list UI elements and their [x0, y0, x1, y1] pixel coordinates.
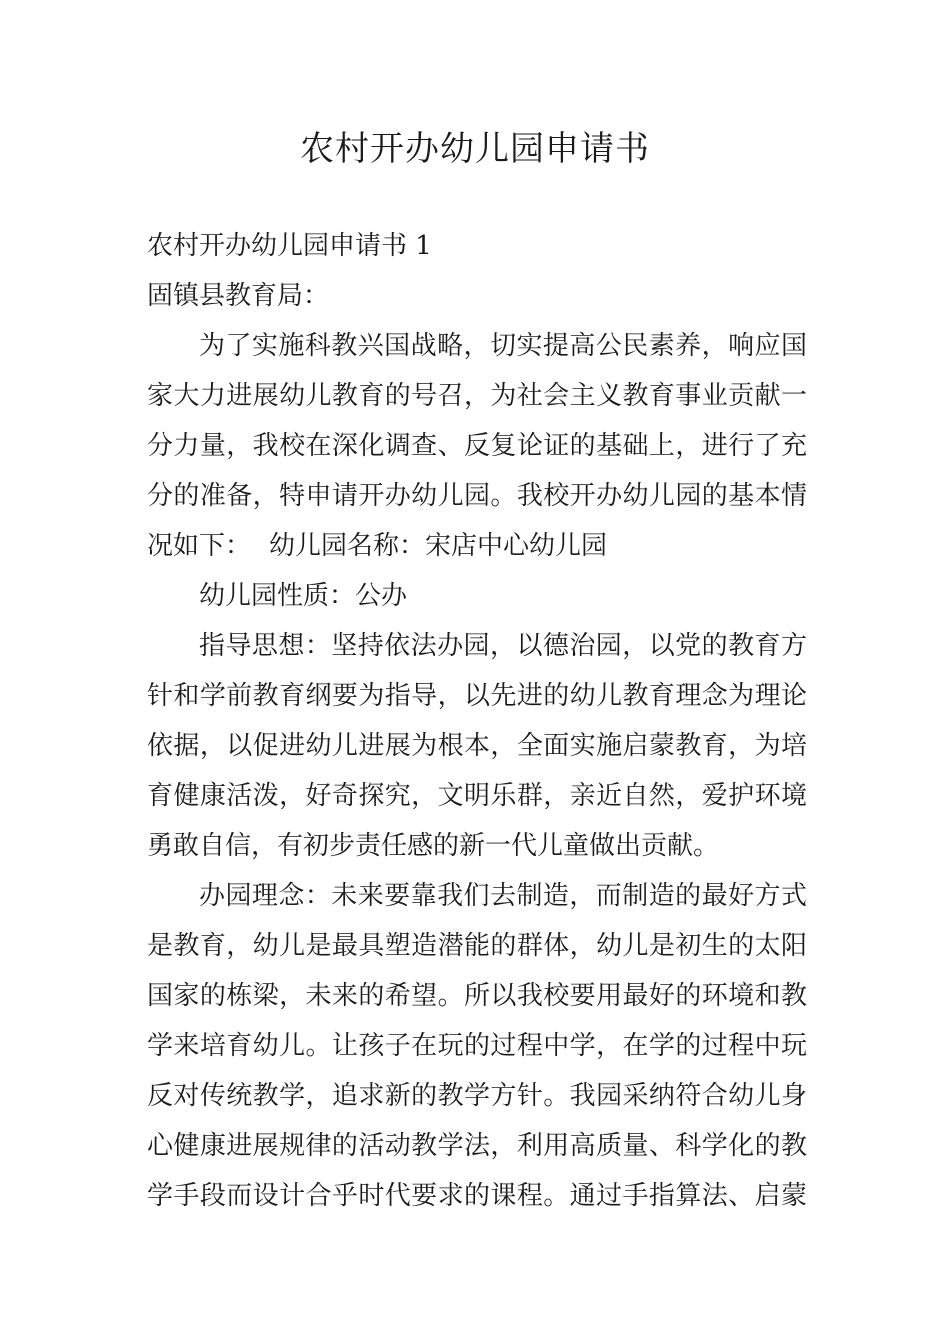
- paragraph-line: 心健康进展规律的活动教学法，利用高质量、科学化的教: [147, 1131, 807, 1161]
- paragraph-line: 指导思想：坚持依法办园，以德治园，以党的教育方: [199, 631, 807, 661]
- kindergarten-name: 幼儿园名称：宋店中心幼儿园: [269, 531, 608, 561]
- paragraph-line: 学来培育幼儿。让孩子在玩的过程中学，在学的过程中玩: [147, 1031, 807, 1061]
- paragraph-line: 国家的栋梁，未来的希望。所以我校要用最好的环境和教: [147, 981, 807, 1011]
- paragraph-line: 依据，以促进幼儿进展为根本，全面实施启蒙教育，为培: [147, 731, 807, 761]
- paragraph-line: 为了实施科教兴国战略，切实提高公民素养，响应国: [199, 331, 807, 361]
- kindergarten-nature: 幼儿园性质：公办: [199, 581, 408, 611]
- paragraph-line: 学手段而设计合乎时代要求的课程。通过手指算法、启蒙: [147, 1181, 807, 1211]
- paragraph-line: 育健康活泼，好奇探究，文明乐群，亲近自然，爱护环境: [147, 781, 807, 811]
- paragraph-line: 分的准备，特申请开办幼儿园。我校开办幼儿园的基本情: [147, 481, 807, 511]
- paragraph-line: 家大力进展幼儿教育的号召，为社会主义教育事业贡献一: [147, 381, 807, 411]
- paragraph-line: 办园理念：未来要靠我们去制造，而制造的最好方式: [199, 881, 807, 911]
- paragraph-line: 针和学前教育纲要为指导，以先进的幼儿教育理念为理论: [147, 681, 807, 711]
- paragraph-line: 勇敢自信，有初步责任感的新一代儿童做出贡献。: [147, 831, 720, 861]
- document-title: 农村开办幼儿园申请书: [300, 129, 650, 169]
- paragraph-text: 况如下：: [147, 531, 252, 561]
- section-heading: 农村开办幼儿园申请书 1: [147, 231, 432, 261]
- paragraph-line: 分力量，我校在深化调查、反复论证的基础上，进行了充: [147, 431, 807, 461]
- paragraph-line: [147, 521, 807, 571]
- salutation: 固镇县教育局：: [147, 281, 330, 311]
- paragraph-line: 是教育，幼儿是最具塑造潜能的群体，幼儿是初生的太阳: [147, 931, 807, 961]
- document-body: [147, 221, 807, 1221]
- paragraph-line: 反对传统教学，追求新的教学方针。我园采纳符合幼儿身: [147, 1081, 807, 1111]
